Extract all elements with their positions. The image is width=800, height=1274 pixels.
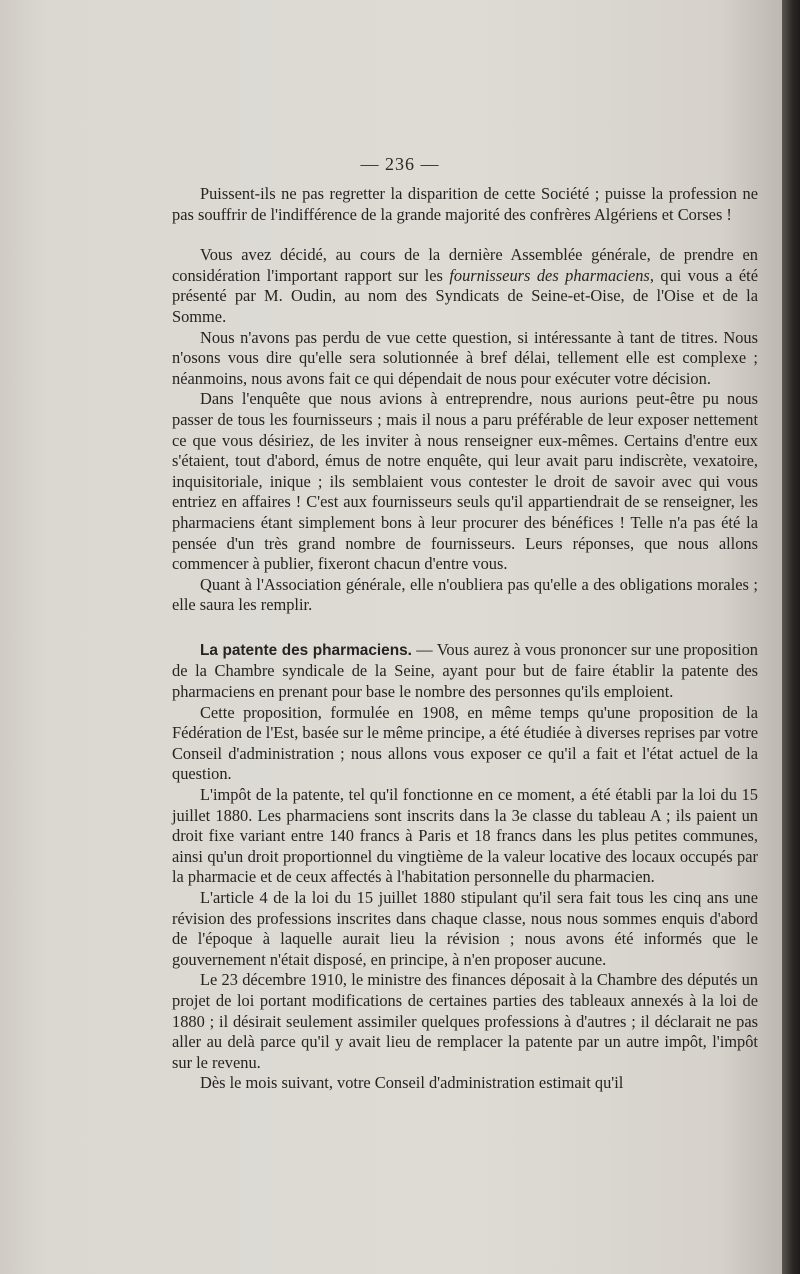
paragraph: L'article 4 de la loi du 15 juillet 1880 stipulant qu'il sera fait tous les cinq ans une révision des professions inscrites dans chaque classe, nous nous sommes enquis d'abord de l'époque à laquelle aurait lieu la révision ; nous avons été informés que le gouvernement n'était disposé, en principe, à n'en proposer aucune. xyxy=(172,888,758,969)
italic-title: fournisseurs des pharmaciens xyxy=(449,265,650,285)
text-run: , qui vous a été présenté par M. Oudin, au nom des Syndicats de Seine-et-Oise, de l'Oise et de la Somme. xyxy=(172,265,758,326)
paragraph xyxy=(172,640,758,703)
paragraph: L'impôt de la patente, tel qu'il fonctionne en ce moment, a été établi par la loi du 15 juillet 1880. Les pharmaciens sont inscrits dans la 3e classe du tableau A ; ils paient un droit fixe variant entre 140 francs à Paris et 18 francs dans les plus petites communes, ainsi qu'un droit proportionnel du vingtième de la valeur locative des locaux occupés par la pharmacie et de ceux affectés à l'habitation personnelle du pharmacien. xyxy=(172,785,758,887)
paragraph: Dès le mois suivant, votre Conseil d'administration estimait qu'il xyxy=(200,1073,624,1093)
paragraph: Quant à l'Association générale, elle n'oubliera pas qu'elle a des obligations morales ; elle saura les remplir. xyxy=(172,574,758,615)
paragraph: Dans l'enquête que nous avions à entreprendre, nous aurions peut-être pu nous passer de tous les fournisseurs ; mais il nous a paru préférable de leur exposer nettement ce que vous désiriez, de les inviter à nous renseigner eux-mêmes. Certains d'entre eux s'étaient, tout d'abord, émus de notre enquête, qui leur avait paru indiscrète, vexatoire, inquisitoriale, inique ; ils semblaient vous contester le droit de savoir avec qui vous entriez en affaires ! C'est aux fournisseurs seuls qu'il appartiendrait de se renseigner, les pharmaciens étant simplement bons à leur procurer des bénéfices ! Telle n'a pas été la pensée d'un très grand nombre de fournisseurs. Leurs réponses, que nous allons commencer à publier, fixeront chacun d'entre vous. xyxy=(172,389,758,574)
book-spine-edge xyxy=(782,0,800,1274)
paragraph: Le 23 décembre 1910, le ministre des finances déposait à la Chambre des députés un projet de loi portant modifications de certaines parties des tableaux annexés à la loi de 1880 ; il désirait seulement assimiler quelques professions à d'autres ; il déclarait ne pas aller au delà parce qu'il y avait lieu de remplacer la patente par un autre impôt, l'impôt sur le revenu. xyxy=(172,970,758,1072)
text-run: Vous avez décidé, au cours de la dernière Assemblée générale, de prendre en considération l'important rapport sur les xyxy=(172,245,758,285)
paragraph: Nous n'avons pas perdu de vue cette question, si intéressante à tant de titres. Nous n'osons vous dire qu'elle sera solutionnée à bref délai, tellement elle est complexe ; néanmoins, nous avons fait ce qui dépendait de nous pour exécuter votre décision. xyxy=(172,327,758,388)
body-text xyxy=(172,184,758,1094)
text-run: — Vous aurez à vous prononcer sur une proposition de la Chambre syndicale de la Seine, ayant pour but de faire établir la patente des pharmaciens en prenant pour base le nombre des personnes qu'ils emploient. xyxy=(172,639,758,702)
paragraph: Cette proposition, formulée en 1908, en même temps qu'une proposition de la Fédération de l'Est, basée sur le même principe, a été étudiée à diverses reprises par votre Conseil d'administration ; nous allons vous exposer ce qu'il a fait et l'état actuel de la question. xyxy=(172,702,758,784)
section-heading: La patente des pharmaciens. xyxy=(200,641,412,659)
paragraph xyxy=(172,245,758,327)
page-number: — 236 — xyxy=(360,154,440,174)
paragraph: Puissent-ils ne pas regretter la disparition de cette Société ; puisse la profession ne pas souffrir de l'indifférence de la grande majorité des confrères Algériens et Corses ! xyxy=(172,184,758,224)
